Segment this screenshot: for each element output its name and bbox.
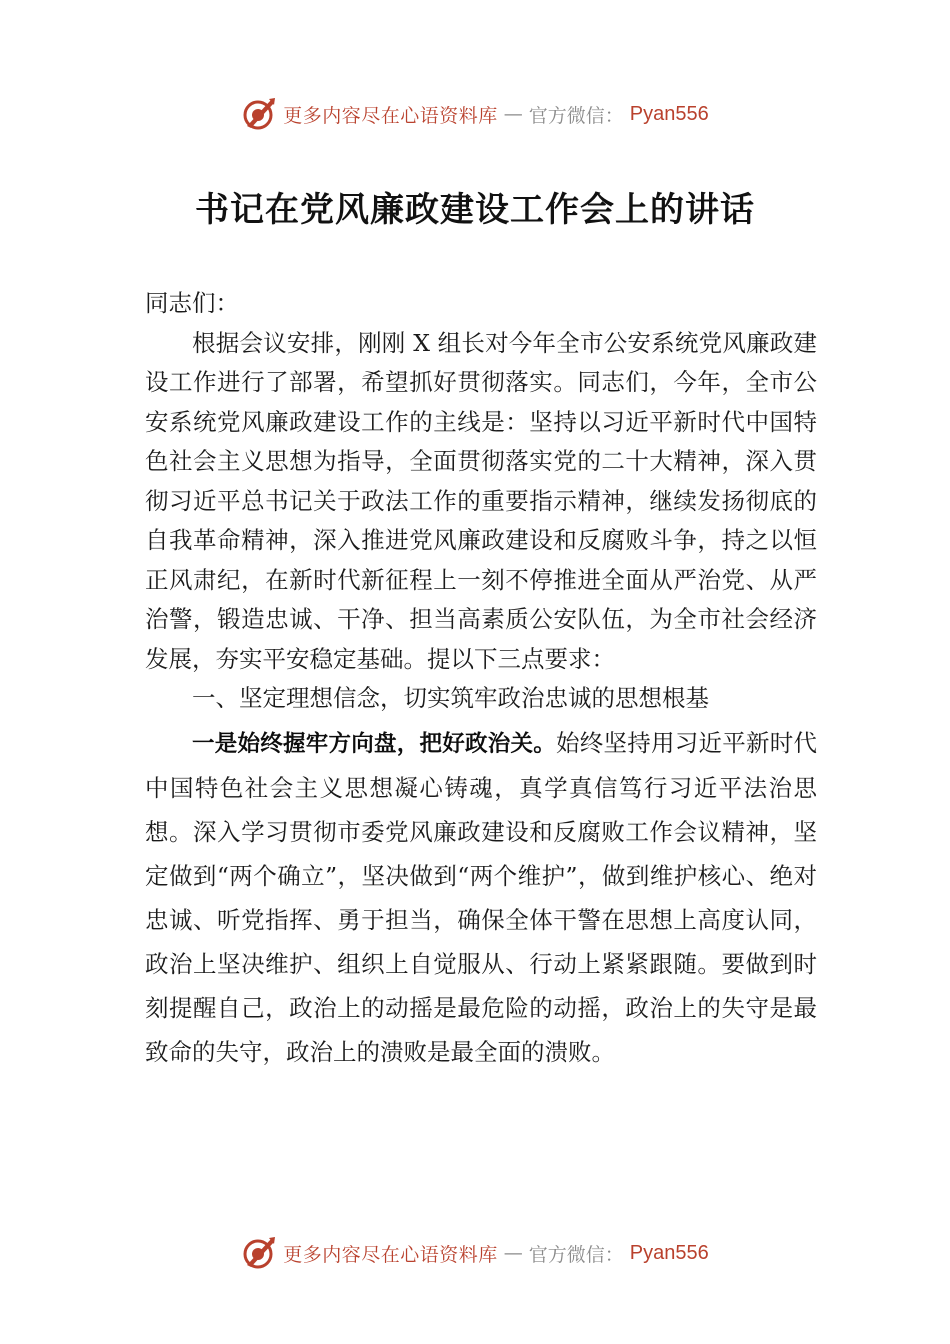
footer-watermark xyxy=(0,1233,950,1273)
salutation: 同志们： xyxy=(145,289,239,317)
watermark-brand: 更多内容尽在心语资料库 xyxy=(283,1243,498,1266)
point-body: 始终坚持用习近平新时代中国特色社会主义思想凝心铸魂，真学真信笃行习近平法治思想。深入学习贯彻市委党风廉政建设和反腐败工作会议精神，坚定做到“两个确立”，坚决做到“两个维护”，做到维护核心、绝对忠诚、听党指挥、勇于担当，确保全体干警在思想上高度认同，政治上坚决维护、组织上自觉服从、行动上紧紧跟随。要做到时刻提醒自己，政治上的动摇是最危险的动摇，政治上的失守是最致命的失守，政治上的溃败是最全面的溃败。 xyxy=(145,728,817,1066)
watermark-dash: — xyxy=(503,103,523,125)
quill-logo-icon xyxy=(241,96,277,132)
header-watermark xyxy=(0,94,950,134)
document-body xyxy=(145,284,817,1074)
point-lead: 一是始终握牢方向盘，把好政治关。 xyxy=(192,730,556,757)
watermark-channel: 官方微信： xyxy=(528,1243,624,1266)
point-paragraph xyxy=(145,721,817,1074)
watermark-channel: 官方微信： xyxy=(528,104,624,127)
quill-logo-icon xyxy=(241,1235,277,1271)
watermark-account: Pyan556 xyxy=(629,1241,709,1264)
section-heading: 一、坚定理想信念，切实筑牢政治忠诚的思想根基 xyxy=(192,684,709,712)
watermark-brand: 更多内容尽在心语资料库 xyxy=(283,104,498,127)
watermark-dash: — xyxy=(503,1242,523,1264)
watermark-account: Pyan556 xyxy=(629,102,709,125)
document-title: 书记在党风廉政建设工作会上的讲话 xyxy=(195,190,755,230)
intro-paragraph: 根据会议安排，刚刚 X 组长对今年全市公安系统党风廉政建设工作进行了部署，希望抓好贯彻落实。同志们，今年，全市公安系统党风廉政建设工作的主线是：坚持以习近平新时代中国特色社会主义思想为指导，全面贯彻落实党的二十大精神，深入贯彻习近平总书记关于政法工作的重要指示精神，继续发扬彻底的自我革命精神，深入推进党风廉政建设和反腐败斗争，持之以恒正风肃纪，在新时代新征程上一刻不停推进全面从严治党、从严治警，锻造忠诚、干净、担当高素质公安队伍，为全市社会经济发展，夯实平安稳定基础。提以下三点要求： xyxy=(145,328,817,673)
